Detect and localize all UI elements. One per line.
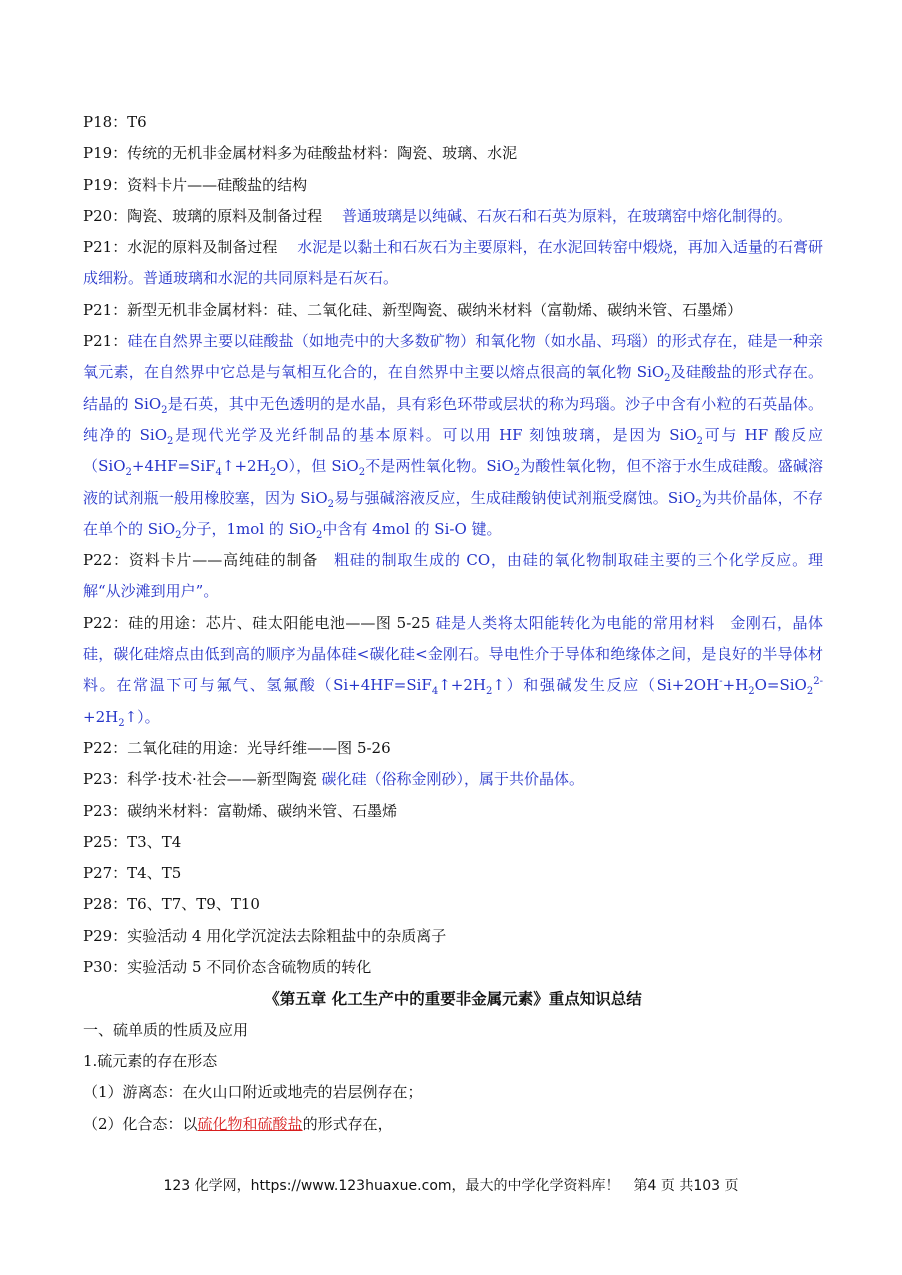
- text-paragraph: [83, 232, 823, 295]
- line-prefix: P21：水泥的原料及制备过程: [83, 238, 278, 257]
- subscript: 2: [695, 498, 702, 510]
- text-run: ↑）。: [124, 707, 160, 726]
- text-run: 可与 HF 酸反应（SiO: [83, 425, 824, 476]
- section-heading: 一、硫单质的性质及应用: [83, 1020, 249, 1039]
- text-run: 为共价晶体，不存在单个的 SiO: [83, 488, 823, 538]
- silicon-use-paragraph: [83, 608, 823, 733]
- text-run: 为酸性氧化物，但不溶于水生成硅酸。盛碱溶液的试剂瓶一般用橡胶塞，因为 SiO: [83, 457, 823, 507]
- text-paragraph: [83, 545, 823, 608]
- text-line: P19：资料卡片——硅酸盐的结构: [83, 175, 308, 194]
- text-line: （1）游离态：在火山口附近或地壳的岩层例存在；: [83, 1083, 423, 1102]
- text-run: ↑）和强碱发生反应（Si+2OH: [492, 676, 720, 695]
- text-run: O=SiO: [754, 676, 807, 695]
- page-footer: 123 化学网，https://www.123huaxue.com，最大的中学化学资料库！ 第4 页 共103 页: [163, 1178, 739, 1194]
- subscript: 2: [485, 686, 493, 698]
- subscript: 4: [431, 686, 439, 698]
- text-line: [83, 201, 823, 232]
- highlight-text: 水泥是以黏土和石灰石为主要原料，在水泥回转窑中煅烧，再加入适量的石膏研成细粉。普通玻璃和水泥的共同原料是石灰石。: [83, 238, 823, 288]
- subscript: 2: [125, 467, 132, 479]
- subscript: 2: [167, 435, 174, 447]
- text-line: P23：碳纳米材料：富勒烯、碳纳米管、石墨烯: [83, 801, 398, 820]
- silicon-paragraph: [83, 326, 823, 545]
- text-run: （2）化合态：以: [83, 1114, 198, 1133]
- text-line: P30：实验活动 5 不同价态含硫物质的转化: [83, 958, 372, 977]
- text-run: +4HF=SiF: [131, 457, 216, 476]
- subscript: 2: [161, 404, 168, 416]
- subscript: 2: [748, 686, 755, 698]
- superscript: -: [719, 676, 723, 688]
- subscript: 2: [696, 435, 703, 447]
- text-run: 不是两性氧化物。SiO: [365, 457, 514, 476]
- subscript: 4: [215, 467, 222, 479]
- line-prefix: P20：陶瓷、玻璃的原料及制备过程: [83, 206, 323, 225]
- text-line: P18：T6: [83, 113, 147, 131]
- subscript: 2: [806, 686, 814, 698]
- text-run: 是现代光学及光纤制品的基本原料。可以用 HF 刻蚀玻璃，是因为 SiO: [173, 425, 697, 444]
- line-prefix: P22：硅的用途：芯片、硅太阳能电池——图 5-25: [83, 613, 431, 632]
- subscript: 2: [175, 529, 182, 541]
- text-run: +2H: [83, 707, 119, 726]
- text-line: P25：T3、T4: [83, 832, 182, 851]
- subscript: 2: [118, 717, 125, 729]
- superscript: 2-: [813, 676, 823, 688]
- text-line: P21：新型无机非金属材料：硅、二氧化硅、新型陶瓷、碳纳米材料（富勒烯、碳纳米管、石墨烯）: [83, 300, 743, 319]
- text-run: 硅在自然界主要以硅酸盐（如地壳中的大多数矿物）和氧化物（如水晶、玛瑙）的形式存在，硅是一种亲氧元素，在自然界中它总是与氧相互化合的，在自然界中主要以熔点很高的氧化物 SiO: [83, 332, 823, 382]
- subscript: 2: [316, 529, 323, 541]
- document-body: [83, 107, 823, 1140]
- text-line: P22：二氧化硅的用途：光导纤维——图 5-26: [83, 738, 391, 757]
- text-run: 及硅酸盐的形式存在。结晶的 SiO: [83, 363, 823, 413]
- line-prefix: P23：科学·技术·社会——新型陶瓷: [83, 770, 317, 789]
- line-prefix: P21：: [83, 332, 128, 351]
- text-run: O），但 SiO: [276, 457, 359, 476]
- text-run: 硅是人类将太阳能转化为电能的常用材料 金刚石，晶体硅，碳化硅熔点由低到高的顺序为晶体硅<碳化硅<金刚石。导电性介于导体和绝缘体之间，是良好的半导体材料。在常温下可与氟气、氢氟酸（Si+4HF=SiF: [83, 613, 823, 695]
- text-line: [83, 1109, 823, 1140]
- subscript: 2: [269, 467, 277, 479]
- subscript: 2: [664, 373, 671, 385]
- text-line: P19：传统的无机非金属材料多为硅酸盐材料：陶瓷、玻璃、水泥: [83, 144, 518, 163]
- text-run: +H: [722, 676, 749, 695]
- text-line: P27：T4、T5: [83, 864, 182, 883]
- text-run: ↑+2H: [438, 676, 486, 695]
- text-run: 易与强碱溶液反应，生成硅酸钠使试剂瓶受腐蚀。SiO: [334, 488, 696, 507]
- highlight-text: 碳化硅（俗称金刚砂），属于共价晶体。: [321, 770, 585, 789]
- line-prefix: P22：资料卡片——高纯硅的制备: [83, 551, 319, 570]
- subscript: 2: [513, 467, 521, 479]
- text-run: 的形式存在，: [302, 1114, 393, 1133]
- text-line: P28：T6、T7、T9、T10: [83, 895, 260, 914]
- text-run: 分子，1mol 的 SiO: [181, 519, 317, 538]
- text-run: 中含有 4mol 的 Si-O 键。: [322, 519, 502, 538]
- text-run: ↑+2H: [221, 457, 270, 476]
- underlined-highlight: 硫化物和硫酸盐: [197, 1114, 303, 1133]
- subscript: 2: [358, 467, 366, 479]
- section-title: 《第五章 化工生产中的重要非金属元素》重点知识总结: [264, 989, 642, 1009]
- text-line: [83, 764, 823, 795]
- highlight-text: 粗硅的制取生成的 CO，由硅的氧化物制取硅主要的三个化学反应。理解“从沙滩到用户”。: [83, 551, 823, 601]
- text-run: 是石英，其中无色透明的是水晶，具有彩色环带或层状的称为玛瑙。沙子中含有小粒的石英晶体。纯净的 SiO: [83, 394, 823, 444]
- subscript: 2: [327, 498, 335, 510]
- text-line: P29：实验活动 4 用化学沉淀法去除粗盐中的杂质离子: [83, 926, 447, 945]
- subsection-heading: 1.硫元素的存在形态: [83, 1051, 218, 1070]
- highlight-text: 普通玻璃是以纯碱、石灰石和石英为原料，在玻璃窑中熔化制得的。: [341, 206, 792, 225]
